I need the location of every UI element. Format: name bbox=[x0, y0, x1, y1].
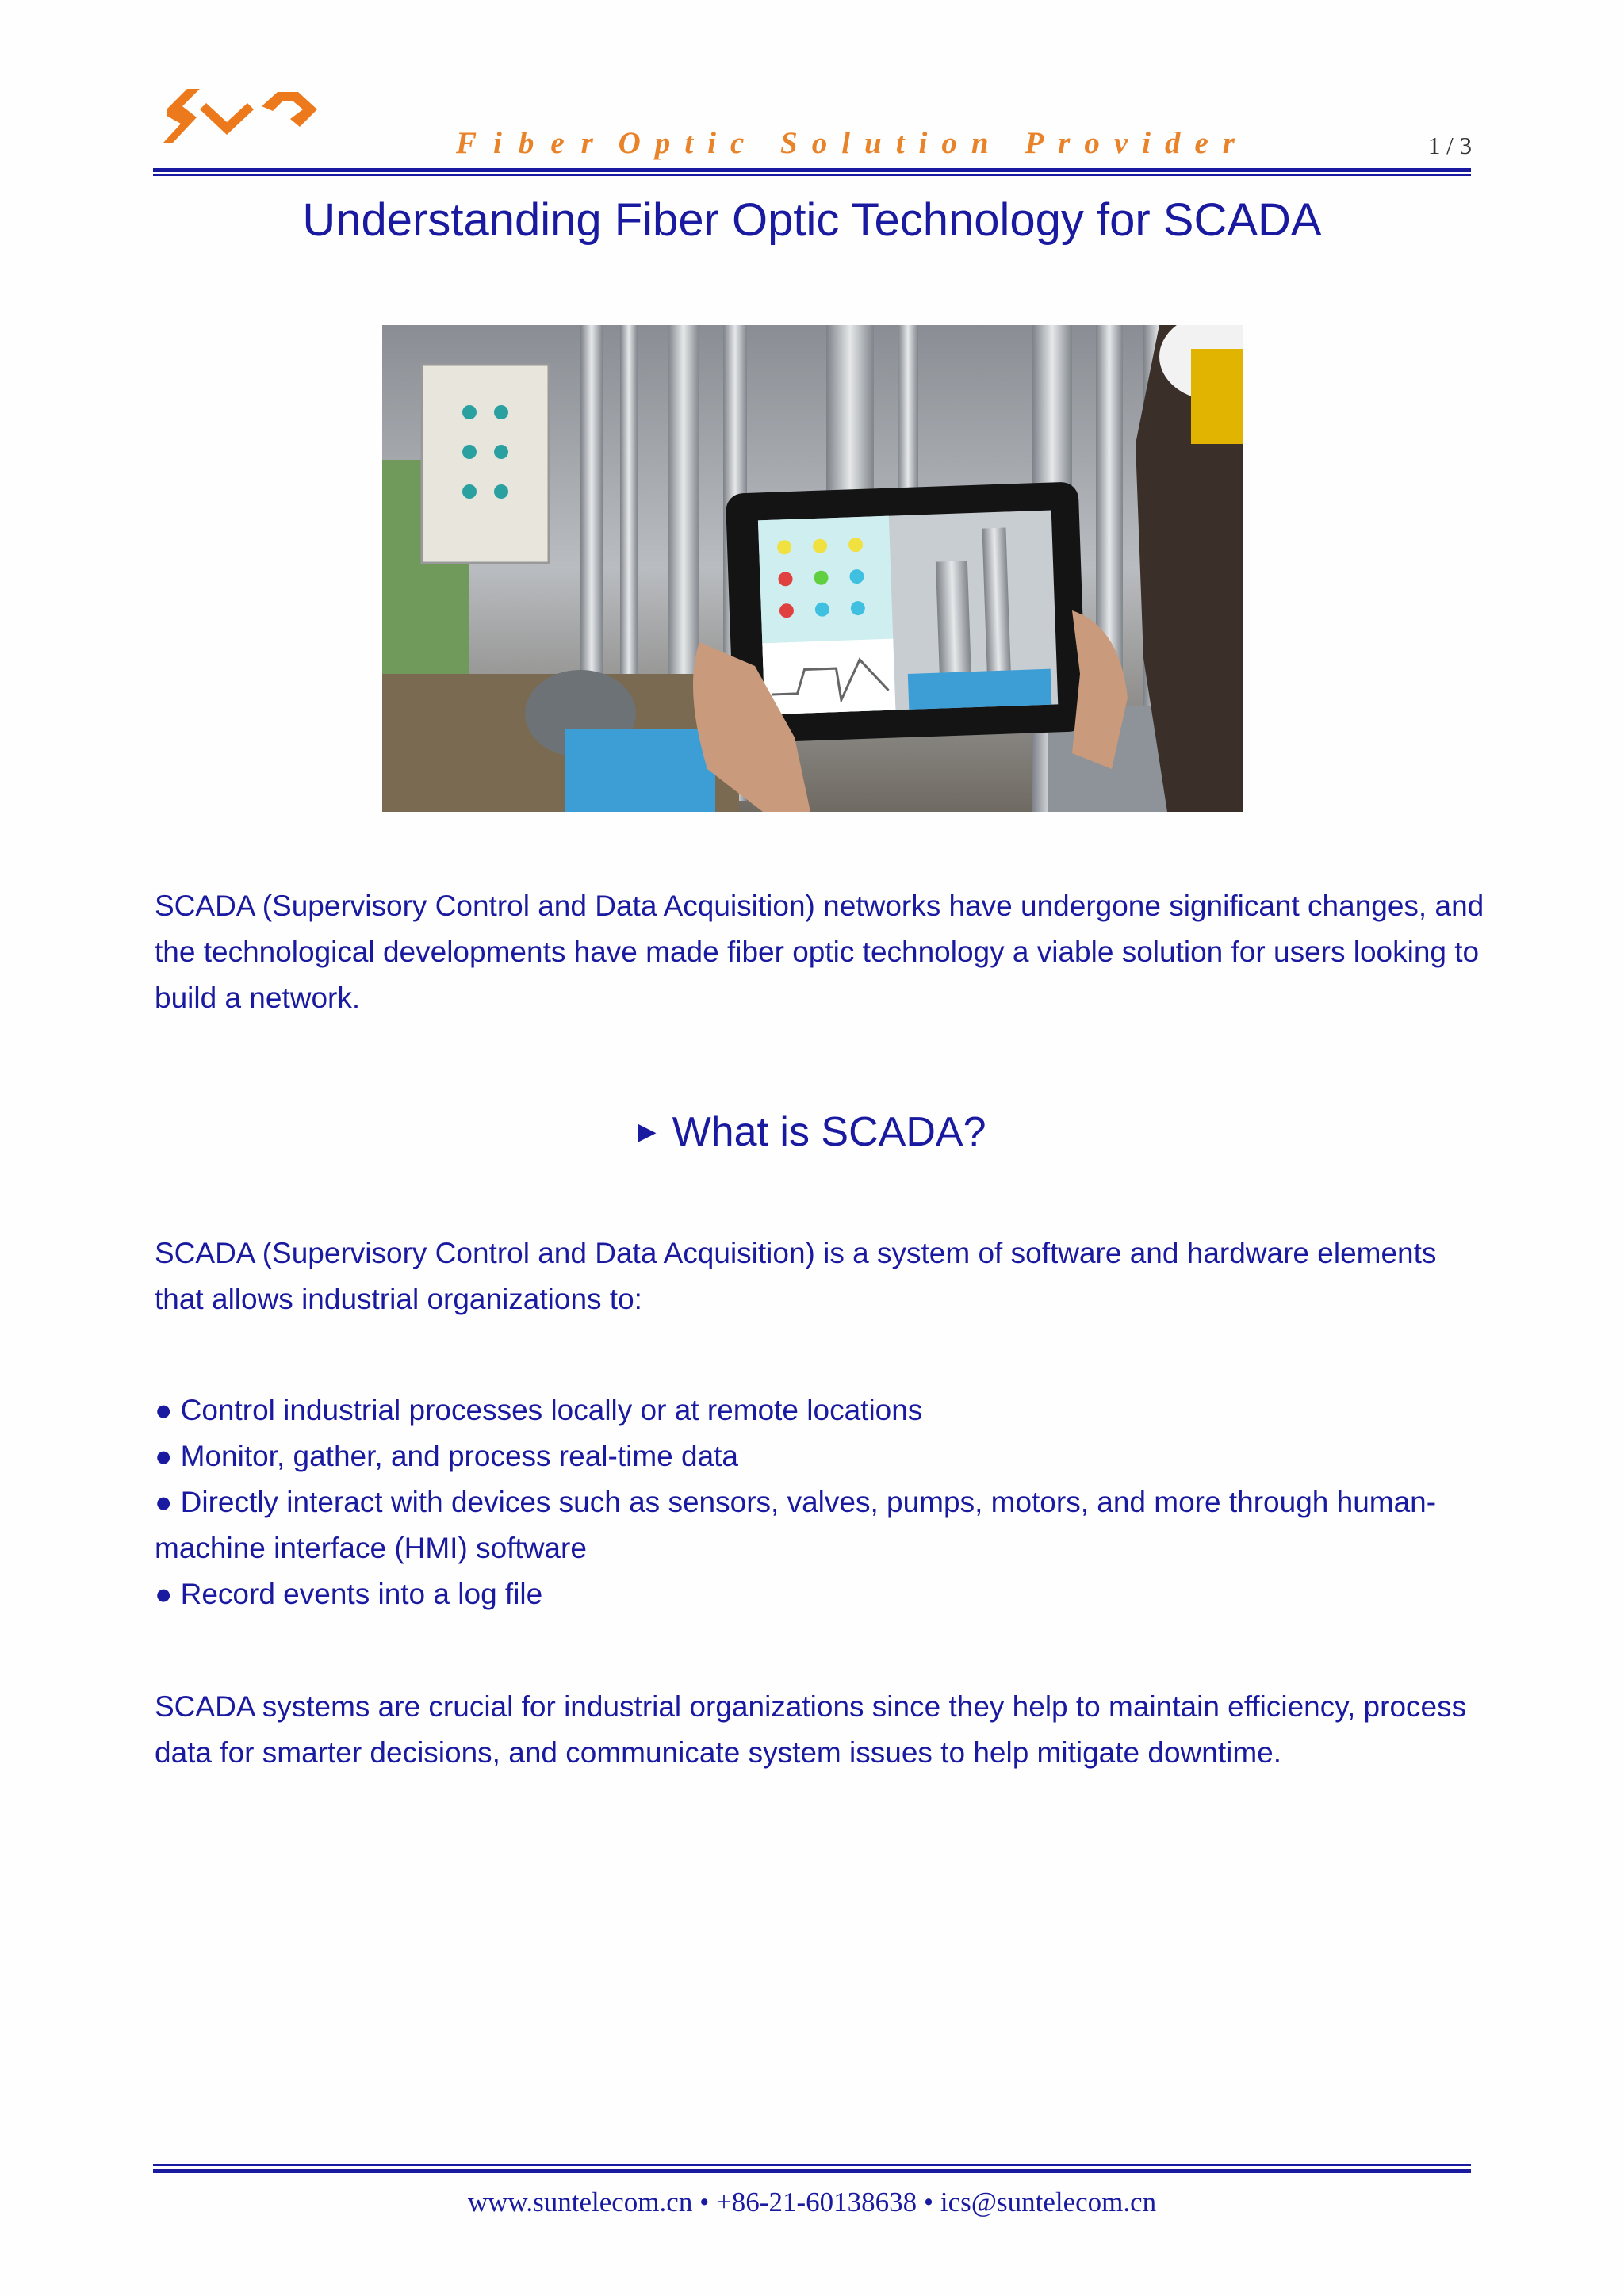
intro-paragraph: SCADA (Supervisory Control and Data Acquisition) networks have undergone significant changes, and the technological developments have made fiber optic technology a viable solution for users looking to build a network. bbox=[155, 890, 1484, 1014]
footer-contact: www.suntelecom.cn • +86-21-60138638 • ics@suntelecom.cn bbox=[467, 2187, 1157, 2218]
list-item: ● Record events into a log file bbox=[155, 1578, 543, 1610]
hero-image-industrial-tablet bbox=[382, 325, 1243, 812]
triangle-marker-icon: ▶ bbox=[638, 1119, 657, 1145]
tagline-rest: Optic Solution Provider bbox=[618, 126, 1249, 160]
footer-rule-thin bbox=[153, 2164, 1471, 2166]
closing-paragraph: SCADA systems are crucial for industrial organizations since they help to maintain efficiency, process data for smarter decisions, and communicate system issues to help mitigate downtime. bbox=[155, 1690, 1467, 1769]
footer-rule-thick bbox=[153, 2169, 1471, 2173]
sun-logo bbox=[159, 82, 325, 146]
section-heading bbox=[0, 1108, 1624, 1156]
header-rule-thick bbox=[153, 168, 1471, 172]
bullet-list bbox=[155, 1387, 1487, 1617]
header-rule-thin bbox=[153, 174, 1471, 176]
tagline bbox=[444, 125, 1261, 161]
page-number: 1 / 3 bbox=[1427, 132, 1472, 159]
section-heading-text: What is SCADA? bbox=[672, 1109, 986, 1155]
list-item: ● Monitor, gather, and process real-time data bbox=[155, 1440, 739, 1472]
page-title: Understanding Fiber Optic Technology for SCADA bbox=[302, 194, 1322, 246]
list-item: ● Directly interact with devices such as sensors, valves, pumps, motors, and more through human-machine interface (HMI) software bbox=[155, 1486, 1437, 1564]
tagline-word-fiber: Fiber bbox=[456, 126, 610, 160]
list-item: ● Control industrial processes locally or at remote locations bbox=[155, 1394, 923, 1426]
section-lead: SCADA (Supervisory Control and Data Acquisition) is a system of software and hardware elements that allows industrial organizations to: bbox=[155, 1237, 1437, 1315]
